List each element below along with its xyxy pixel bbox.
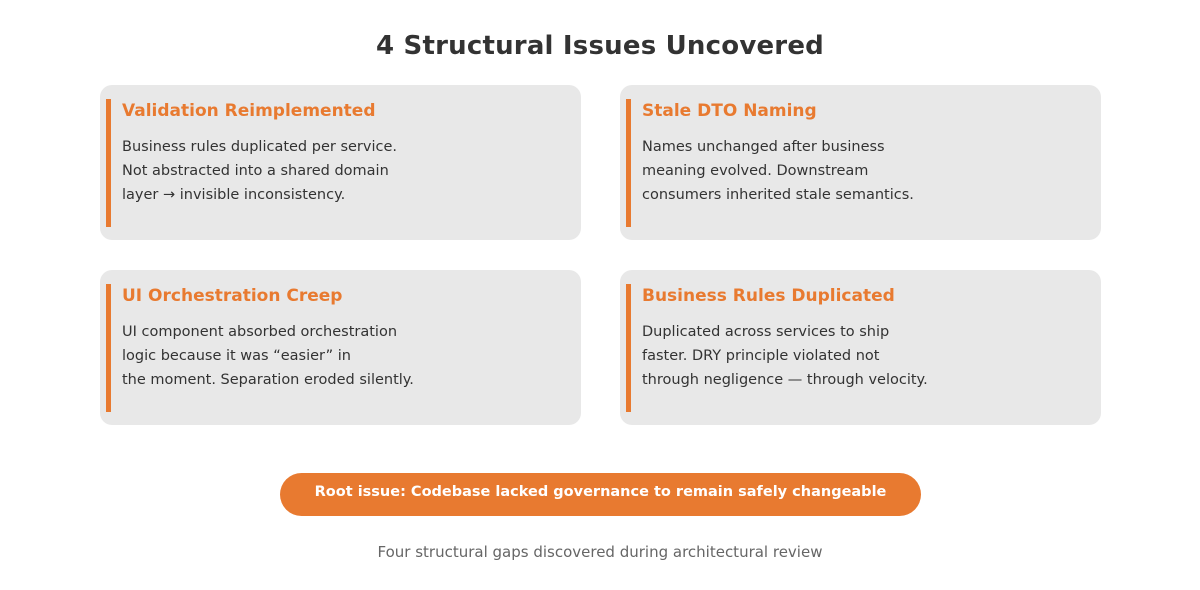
card-line: UI component absorbed orchestration: [122, 324, 398, 340]
card-accent-bar: [626, 99, 631, 227]
card-line: faster. DRY principle violated not: [642, 348, 880, 364]
card-line: consumers inherited stale semantics.: [642, 187, 914, 203]
card-line: layer → invisible inconsistency.: [122, 187, 346, 203]
card-description: [122, 135, 562, 207]
card-accent-bar: [106, 99, 111, 227]
card-description: [122, 320, 562, 392]
issue-card-business-rules: [620, 270, 1101, 425]
root-issue-banner: Root issue: Codebase lacked governance to remain safely changeable: [280, 473, 921, 516]
card-title: UI Orchestration Creep: [122, 286, 343, 306]
card-line: meaning evolved. Downstream: [642, 163, 869, 179]
card-description: [642, 320, 1082, 392]
issue-card-validation: [100, 85, 581, 240]
card-description: [642, 135, 1082, 207]
card-title: Business Rules Duplicated: [642, 286, 895, 306]
card-line: the moment. Separation eroded silently.: [122, 372, 414, 388]
card-line: Business rules duplicated per service.: [122, 139, 397, 155]
issue-card-ui-orchestration: [100, 270, 581, 425]
card-line: Not abstracted into a shared domain: [122, 163, 389, 179]
issue-card-dto-naming: [620, 85, 1101, 240]
caption: Four structural gaps discovered during architectural review: [377, 543, 823, 561]
card-title: Validation Reimplemented: [122, 101, 376, 121]
card-accent-bar: [626, 284, 631, 412]
card-line: Names unchanged after business: [642, 139, 885, 155]
card-line: Duplicated across services to ship: [642, 324, 890, 340]
page-title: 4 Structural Issues Uncovered: [376, 31, 824, 61]
card-line: through negligence — through velocity.: [642, 372, 928, 388]
card-line: logic because it was “easier” in: [122, 348, 351, 364]
card-title: Stale DTO Naming: [642, 101, 817, 121]
card-accent-bar: [106, 284, 111, 412]
